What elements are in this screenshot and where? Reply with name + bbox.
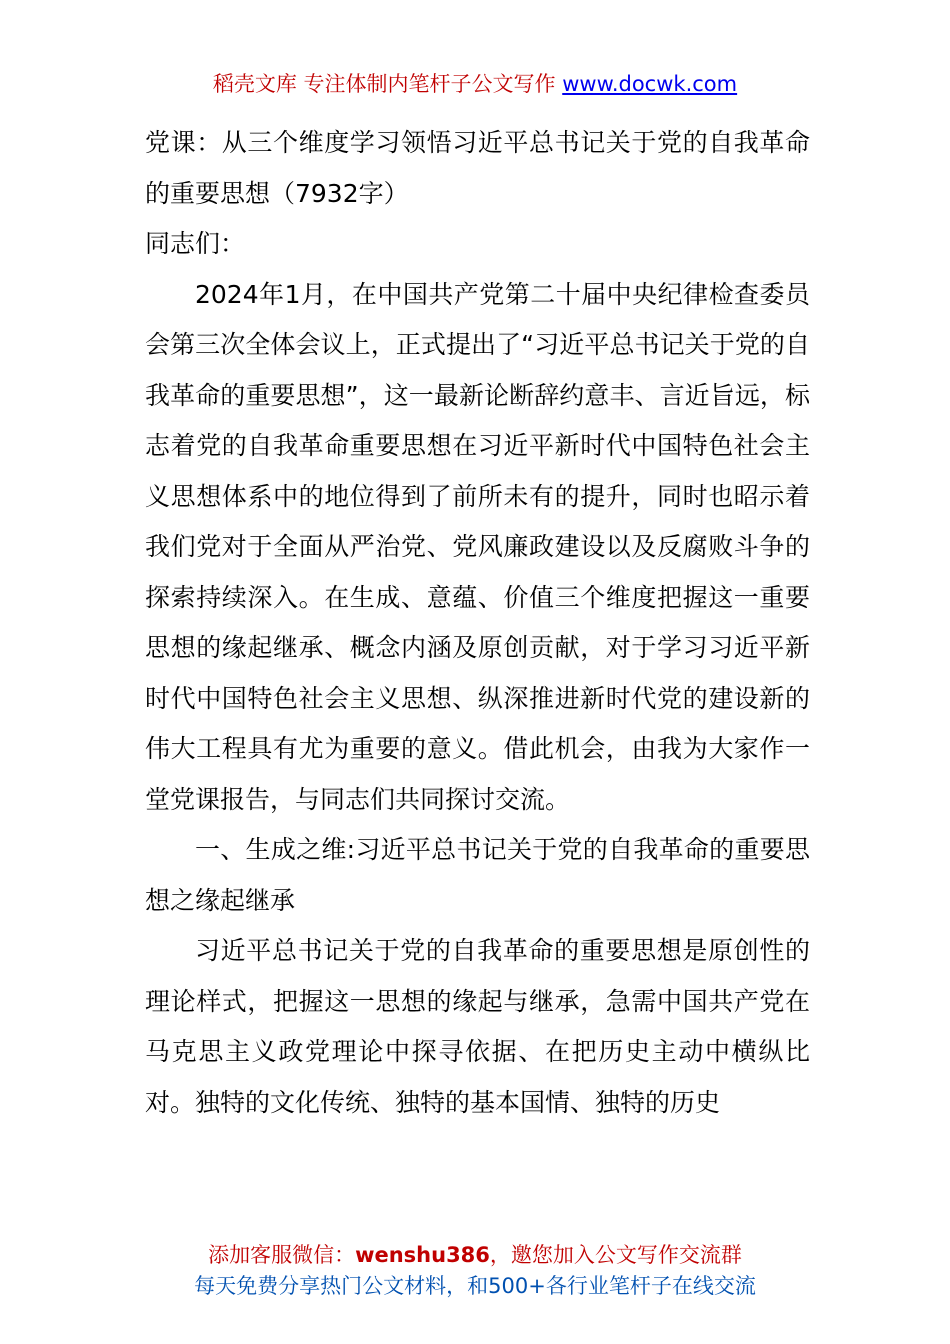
site-header — [0, 70, 950, 98]
section-heading-1: 一、生成之维:习近平总书记关于党的自我革命的重要思想之缘起继承 — [145, 835, 810, 915]
wechat-id: wenshu386 — [355, 1243, 490, 1267]
paragraph-intro: 2024年1月，在中国共产党第二十届中央纪律检查委员会第三次全体会议上，正式提出了“习近平总书记关于党的自我革命的重要思想”，这一最新论断辞约意丰、言近旨远，标志着党的自我革命重要思想在习近平新时代中国特色社会主义思想体系中的地位得到了前所未有的提升，同时也昭示着我们党对于全面从严治党、党风廉政建设以及反腐败斗争的探索持续深入。在生成、意蕴、价值三个维度把握这一重要思想的缘起继承、概念内涵及原创贡献，对于学习习近平新时代中国特色社会主义思想、纵深推进新时代党的建设新的伟大工程具有尤为重要的意义。借此机会，由我为大家作一堂党课报告，与同志们共同探讨交流。 — [145, 279, 810, 814]
document-title: 党课：从三个维度学习领悟习近平总书记关于党的自我革命的重要思想（7932字） — [145, 128, 810, 208]
footer-contact-suffix: ，邀您加入公文写作交流群 — [489, 1243, 742, 1267]
footer-contact-prefix: 添加客服微信： — [208, 1243, 356, 1267]
footer-contact-line — [0, 1240, 950, 1271]
footer-promo-line: 每天免费分享热门公文材料，和500+各行业笔杆子在线交流 — [194, 1274, 756, 1298]
site-brand: 稻壳文库 专注体制内笔杆子公文写作 — [212, 72, 563, 96]
salutation: 同志们： — [145, 229, 246, 258]
site-footer — [0, 1240, 950, 1302]
paragraph-section-1: 习近平总书记关于党的自我革命的重要思想是原创性的理论样式，把握这一思想的缘起与继承，急需中国共产党在马克思主义政党理论中探寻依据、在把历史主动中横纵比对。独特的文化传统、独特的基本国情、独特的历史 — [145, 936, 810, 1117]
document-body — [145, 118, 810, 1128]
site-url-link[interactable]: www.docwk.com — [562, 72, 738, 96]
